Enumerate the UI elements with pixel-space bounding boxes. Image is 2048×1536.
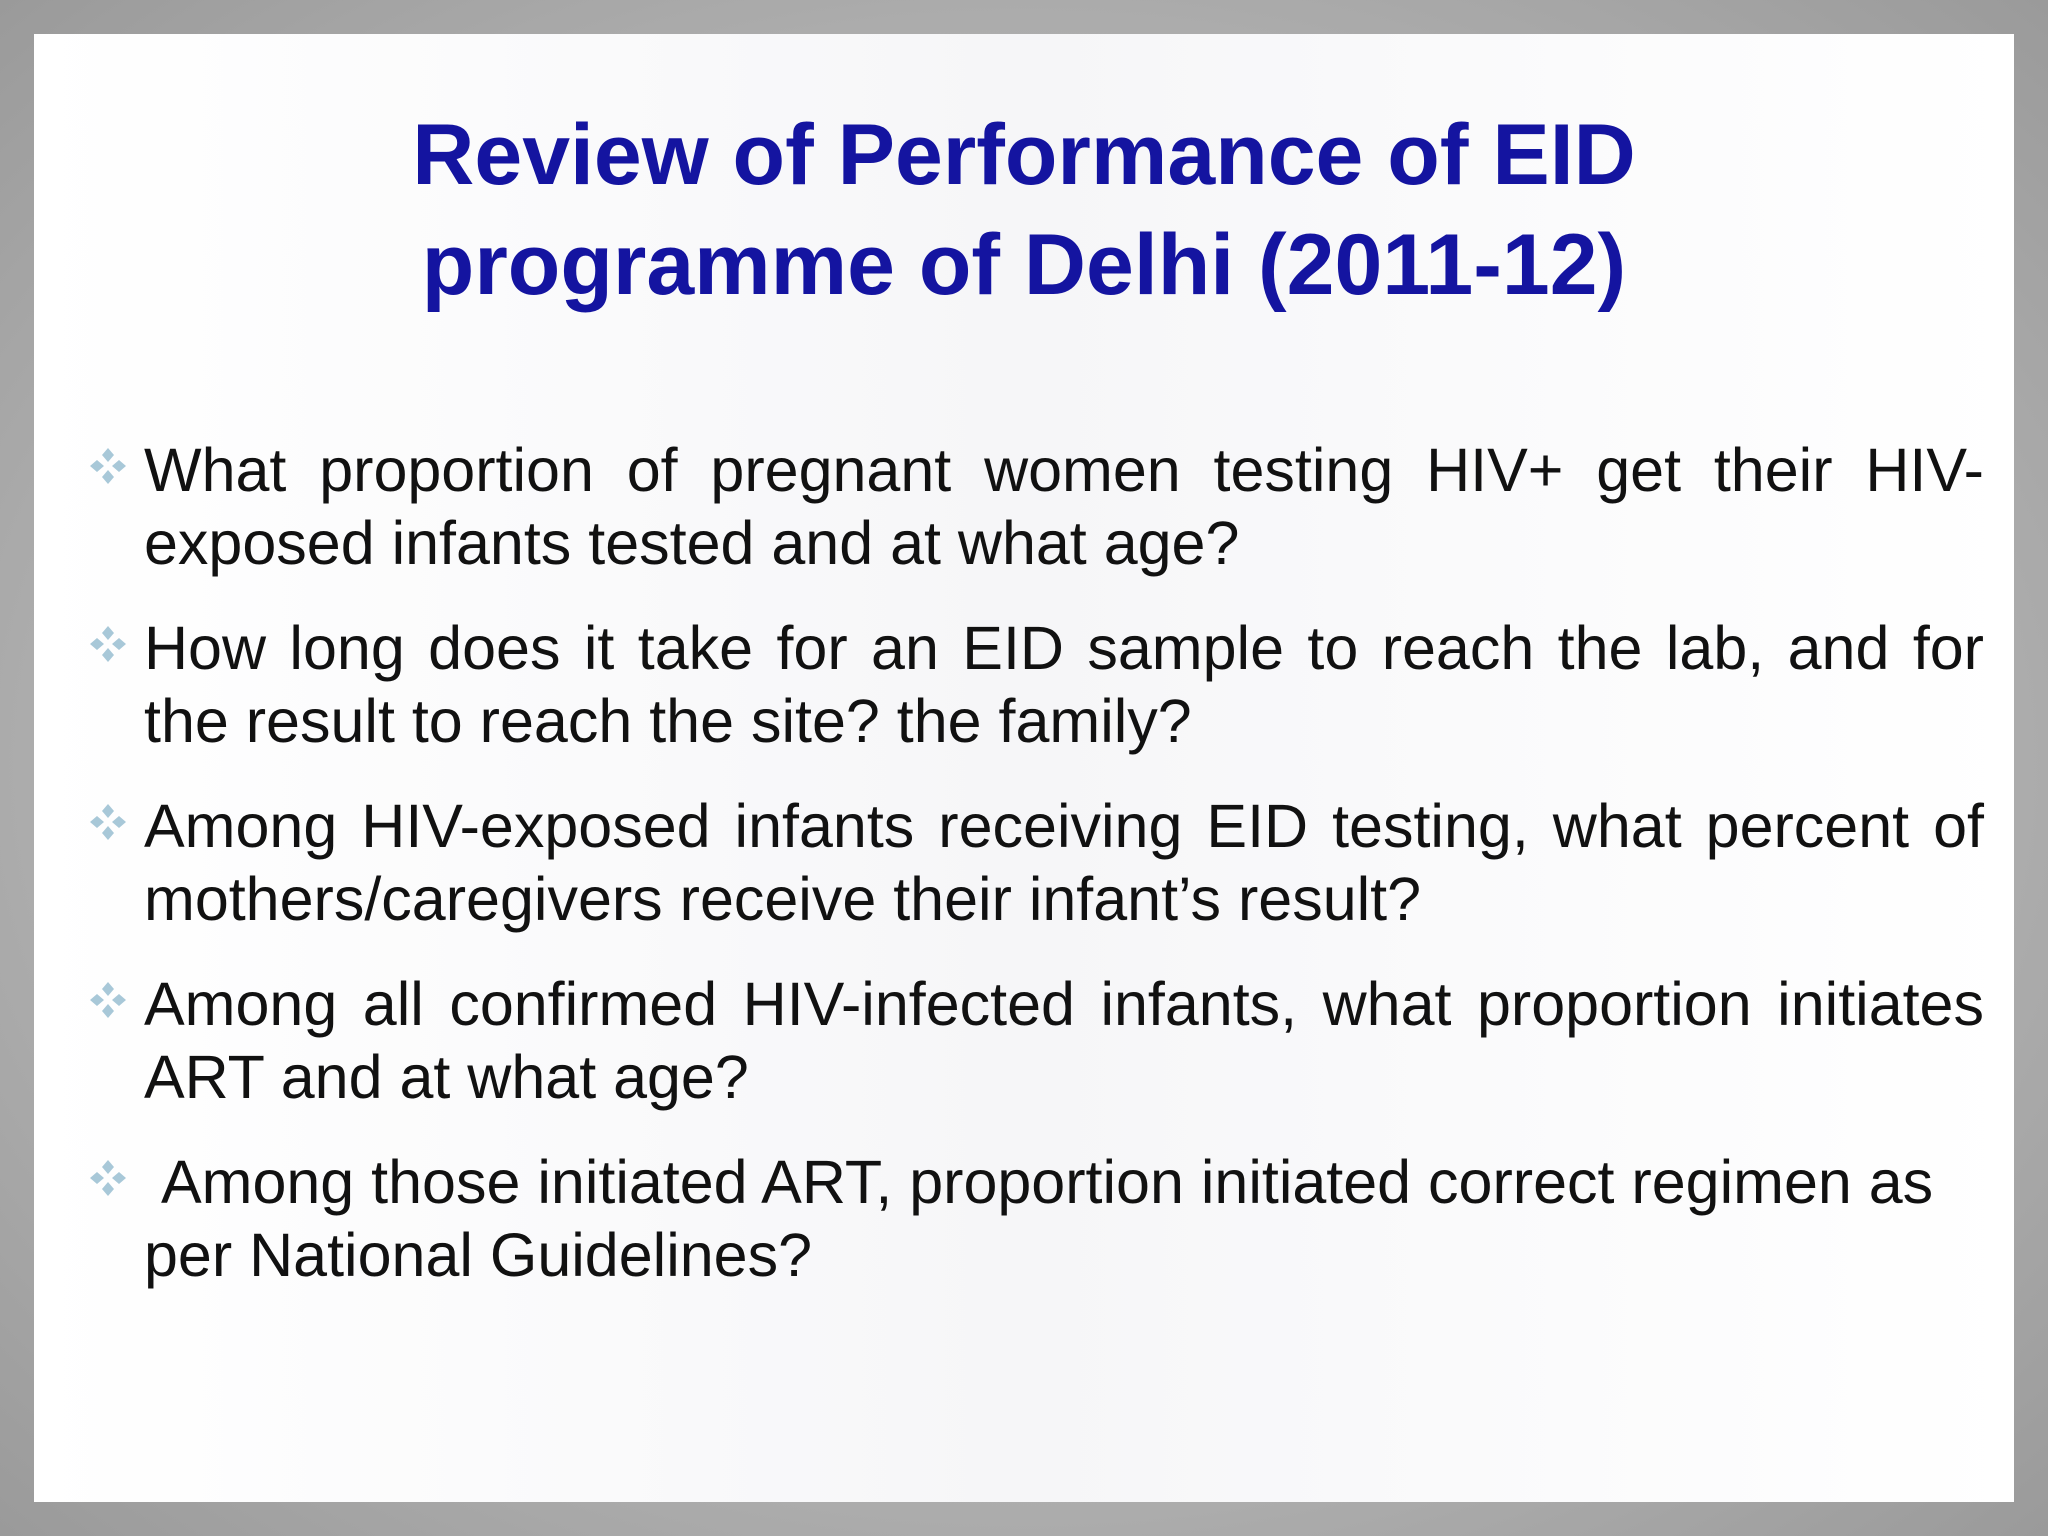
- slide-title-line-1: Review of Performance of EID: [412, 107, 1636, 203]
- bullet-text-1: What proportion of pregnant women testing HIV+ get their HIV-exposed infants tested and at what age?: [144, 436, 1984, 577]
- slide: [34, 34, 2014, 1502]
- bullet-item-3: [64, 790, 1984, 936]
- four-diamond-bullet-icon: [88, 624, 128, 664]
- bullet-text-3: Among HIV-exposed infants receiving EID testing, what percent of mothers/caregivers receive their infant’s result?: [144, 792, 1984, 933]
- four-diamond-bullet-icon: [88, 802, 128, 842]
- slide-title-line-2: programme of Delhi (2011-12): [421, 217, 1627, 313]
- bullet-list: [64, 434, 1984, 1324]
- bullet-text-4: Among all confirmed HIV-infected infants, what proportion initiates ART and at what age?: [144, 970, 1984, 1111]
- bullet-text-2: How long does it take for an EID sample to reach the lab, and for the result to reach the site? the family?: [144, 614, 1984, 755]
- slide-title: [34, 100, 2014, 320]
- four-diamond-bullet-icon: [88, 980, 128, 1020]
- bullet-item-4: [64, 968, 1984, 1114]
- four-diamond-bullet-icon: [88, 446, 128, 486]
- four-diamond-bullet-icon: [88, 1158, 128, 1198]
- bullet-item-1: [64, 434, 1984, 580]
- bullet-item-5: [64, 1146, 1984, 1292]
- bullet-text-5: Among those initiated ART, proportion initiated correct regimen as per National Guidelines?: [144, 1148, 1951, 1289]
- bullet-item-2: [64, 612, 1984, 758]
